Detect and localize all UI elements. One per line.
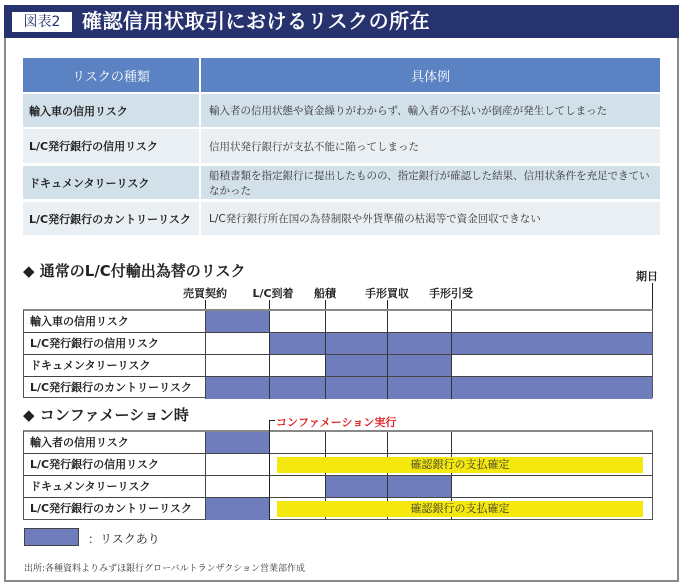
grid-row	[24, 355, 652, 377]
milestone-sales-contract: 売買契約	[183, 287, 227, 300]
figure-badge: 図表2	[12, 12, 72, 32]
column-header-risk-type: リスクの種類	[23, 58, 199, 92]
grid-row	[24, 333, 652, 355]
risk-period-cell	[388, 355, 452, 376]
grid-row-label: 輸入車の信用リスク	[24, 311, 206, 332]
risk-period-cell	[326, 476, 388, 497]
table-row	[23, 94, 660, 127]
risk-example-cell: 船積書類を指定銀行に提出したものの、指定銀行が確認した結果、信用状条件を充足できていなかった	[201, 166, 660, 199]
risk-period-cell	[270, 333, 326, 354]
no-risk-cell	[388, 311, 452, 332]
confirmed-payment-bar: 確認銀行の支払確定	[277, 457, 643, 473]
figure-title: 確認信用状取引におけるリスクの所在	[82, 9, 431, 33]
grid-row-label: ドキュメンタリーリスク	[24, 476, 206, 497]
no-risk-cell	[270, 311, 326, 332]
source-note: 出所:各種資料よりみずほ銀行グローバルトランザクション営業部作成	[24, 564, 306, 574]
no-risk-cell	[270, 355, 326, 376]
risk-timeline-grid-normal	[23, 309, 653, 398]
risk-period-cell	[206, 498, 270, 520]
risk-period-cell	[206, 311, 270, 332]
confirmation-marker-line	[269, 420, 270, 520]
milestone-shipment: 船積	[314, 287, 336, 300]
risk-period-cell	[206, 377, 270, 399]
risk-type-cell: ドキュメンタリーリスク	[23, 166, 199, 199]
no-risk-cell	[452, 476, 652, 497]
grid-row-label: ドキュメンタリーリスク	[24, 355, 206, 376]
risk-period-cell	[326, 377, 388, 399]
confirmation-marker-label: コンファメーション実行	[276, 416, 397, 429]
grid-row-label: 輸入者の信用リスク	[24, 432, 206, 453]
risk-example-cell: 信用状発行銀行が支払不能に陥ってしまった	[201, 129, 660, 163]
risk-period-cell	[388, 377, 452, 399]
risk-period-cell	[452, 377, 652, 399]
table-row	[23, 202, 660, 235]
column-header-example: 具体例	[201, 58, 660, 92]
legend-risk-label: ：リスクあり	[88, 532, 160, 546]
no-risk-cell	[206, 476, 270, 497]
risk-period-cell	[326, 333, 388, 354]
risk-type-cell: L/C発行銀行のカントリーリスク	[23, 202, 199, 235]
no-risk-cell	[452, 311, 652, 332]
milestone-maturity: 期日	[636, 270, 658, 283]
no-risk-cell	[452, 432, 652, 453]
risk-period-cell	[326, 355, 388, 376]
grid-row	[24, 476, 652, 498]
section-title-confirmation: ◆ コンファメーション時	[23, 406, 189, 424]
grid-row-label: L/C発行銀行の信用リスク	[24, 454, 206, 475]
grid-row	[24, 432, 652, 454]
milestone-bill-acceptance: 手形引受	[429, 287, 473, 300]
section-title-normal: ◆ 通常のL/C付輸出為替のリスク	[23, 262, 246, 280]
risk-period-cell	[452, 333, 652, 354]
grid-row	[24, 454, 652, 476]
grid-row	[24, 377, 652, 399]
grid-row	[24, 498, 652, 520]
risk-table-header	[23, 58, 660, 92]
grid-row	[24, 311, 652, 333]
timeline-tick	[652, 283, 653, 310]
table-row	[23, 129, 660, 163]
confirmed-payment-bar: 確認銀行の支払確定	[277, 501, 643, 517]
no-risk-cell	[326, 432, 388, 453]
milestone-bill-purchase: 手形買収	[365, 287, 409, 300]
no-risk-cell	[206, 355, 270, 376]
legend-risk-swatch	[24, 528, 79, 546]
no-risk-cell	[206, 454, 270, 475]
risk-period-cell	[388, 476, 452, 497]
no-risk-cell	[388, 432, 452, 453]
table-row	[23, 166, 660, 199]
grid-row-label: L/C発行銀行の信用リスク	[24, 333, 206, 354]
grid-row-label: L/C発行銀行のカントリーリスク	[24, 498, 206, 520]
risk-example-cell: L/C発行銀行所在国の為替制限や外貨準備の枯渇等で資金回収できない	[201, 202, 660, 235]
no-risk-cell	[206, 333, 270, 354]
grid-row-label: L/C発行銀行のカントリーリスク	[24, 377, 206, 399]
risk-type-cell: L/C発行銀行の信用リスク	[23, 129, 199, 163]
risk-timeline-grid-confirmation	[23, 430, 653, 520]
risk-example-cell: 輸入者の信用状態や資金繰りがわからず、輸入者の不払いが倒産が発生してしまった	[201, 94, 660, 127]
no-risk-cell	[452, 355, 652, 376]
no-risk-cell	[270, 432, 326, 453]
risk-type-cell: 輸入車の信用リスク	[23, 94, 199, 127]
risk-period-cell	[206, 432, 270, 453]
no-risk-cell	[326, 311, 388, 332]
risk-period-cell	[388, 333, 452, 354]
risk-period-cell	[270, 377, 326, 399]
milestone-lc-arrival: L/C到着	[252, 287, 294, 300]
no-risk-cell	[270, 476, 326, 497]
